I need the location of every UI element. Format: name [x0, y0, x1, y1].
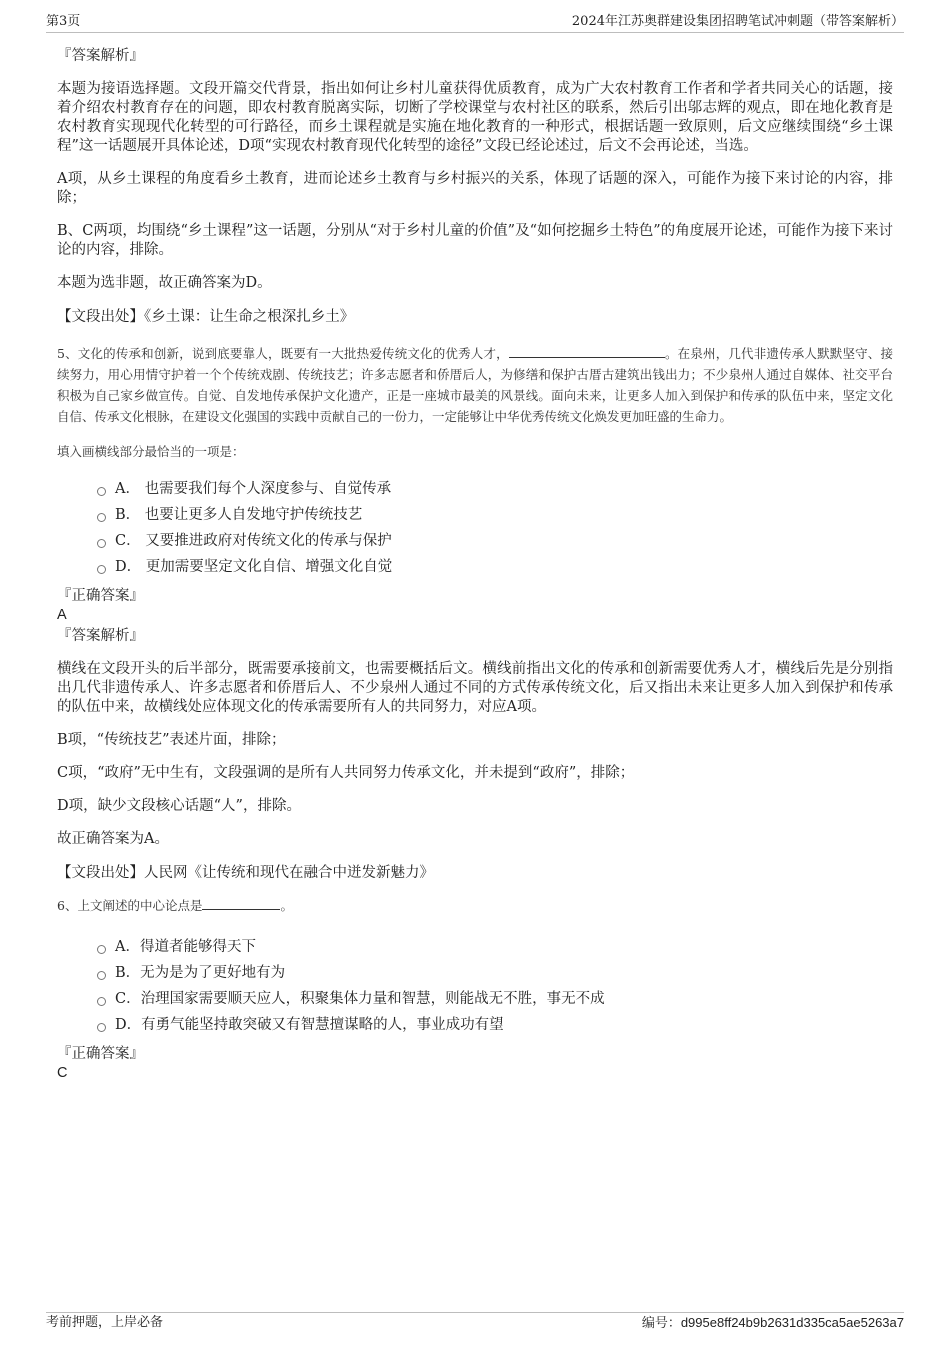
q5-option-b-text: B． 也要让更多人自发地守护传统技艺: [115, 507, 363, 523]
q5-analysis-paragraph-1: 横线在文段开头的后半部分，既需要承接前文，也需要概括后文。横线前指出文化的传承和创新需要优秀人才，横线后先是分别指出几代非遗传承人、许多志愿者和侨厝后人、不少泉州人通过不同的方式传承传统文化，后又指出未来让更多人加入到保护和传承的队伍中来，故横线处应体现文化的传承需要所有人的共同努力，对应A项。: [57, 661, 893, 715]
page-footer: [46, 1312, 904, 1333]
q5-options: [97, 476, 893, 580]
q6-option-a-text: A．得道者能够得天下: [115, 939, 256, 955]
q6-answer: C: [57, 1065, 68, 1081]
q5-option-d-text: D． 更加需要坚定文化自信、增强文化自觉: [115, 559, 393, 575]
q4-analysis-label: 『答案解析』: [57, 48, 144, 64]
q5-stem-before: 5、文化的传承和创新，说到底要靠人，既要有一大批热爱传统文化的优秀人才，: [57, 346, 509, 361]
radio-icon[interactable]: [97, 997, 106, 1006]
radio-icon[interactable]: [97, 1023, 106, 1032]
q4-analysis-paragraph-3: B、C两项，均围绕“乡土课程”这一话题，分别从“对于乡村儿童的价值”及“如何挖掘乡土特色”的角度展开论述，可能作为接下来讨论的内容，排除。: [57, 223, 893, 258]
radio-icon[interactable]: [97, 539, 106, 548]
footer-slogan: 考前押题，上岸必备: [46, 1315, 164, 1330]
radio-icon[interactable]: [97, 565, 106, 574]
document-id-label: 编号：: [641, 1316, 681, 1331]
radio-icon[interactable]: [97, 487, 106, 496]
q5-option-d[interactable]: [97, 554, 893, 580]
q6-options: [97, 934, 893, 1038]
q5-option-c-text: C． 又要推进政府对传统文化的传承与保护: [115, 533, 392, 549]
main-content: [57, 46, 893, 1082]
q5-option-c[interactable]: [97, 528, 893, 554]
q5-option-a[interactable]: [97, 476, 893, 502]
q5-analysis-paragraph-4: D项，缺少文段核心话题“人”，排除。: [57, 798, 301, 814]
q5-option-b[interactable]: [97, 502, 893, 528]
q5-analysis-paragraph-2: B项，“传统技艺”表述片面，排除；: [57, 732, 286, 748]
q4-analysis-paragraph-4: 本题为选非题，故正确答案为D。: [57, 275, 272, 291]
radio-icon[interactable]: [97, 971, 106, 980]
q6-option-d-text: D．有勇气能坚持敢突破又有智慧擅谋略的人，事业成功有望: [115, 1017, 504, 1033]
q5-analysis-label: 『答案解析』: [57, 628, 144, 644]
q6-option-c[interactable]: [97, 986, 893, 1012]
q6-option-a[interactable]: [97, 934, 893, 960]
q5-source: 【文段出处】人民网《让传统和现代在融合中迸发新魅力》: [57, 865, 434, 881]
radio-icon[interactable]: [97, 513, 106, 522]
q6-stem: [57, 895, 893, 916]
radio-icon[interactable]: [97, 945, 106, 954]
q5-stem-after: 。在泉州，几代非遗传承人默默坚守、接续努力，用心用情守护着一个个传统戏剧、传统技艺；许多志愿者和侨厝后人，为修缮和保护古厝古建筑出钱出力；不少泉州人通过自媒体、社交平台积极为自己家乡做宣传。自觉、自发地传承保护文化遗产，正是一座城市最美的风景线。面向未来，让更多人加入到保护和传承的队伍中来，坚定文化自信、传承文化根脉，在建设文化强国的实践中贡献自己的一份力，一定能够让中华优秀传统文化焕发更加旺盛的生命力。: [57, 346, 893, 424]
q5-answer-label: 『正确答案』: [57, 588, 144, 604]
document-id-value: d995e8ff24b9b2631d335ca5ae5263a7: [680, 1315, 904, 1330]
q5-option-a-text: A． 也需要我们每个人深度参与、自觉传承: [115, 481, 392, 497]
page-header: [46, 14, 904, 33]
q4-analysis-paragraph-1: 本题为接语选择题。文段开篇交代背景，指出如何让乡村儿童获得优质教育，成为广大农村教育工作者和学者共同关心的话题，接着介绍农村教育存在的问题，即农村教育脱离实际，切断了学校课堂与农村社区的联系，然后引出邬志辉的观点，即在地化教育是农村教育实现现代化转型的可行路径，而乡土课程就是实施在地化教育的一种形式，根据话题一致原则，后文应继续围绕“乡土课程”这一话题展开具体论述，D项“实现农村教育现代化转型的途径”文段已经论述过，后文不会再论述，当选。: [57, 81, 893, 154]
q6-option-c-text: C．治理国家需要顺天应人，积聚集体力量和智慧，则能战无不胜，事无不成: [115, 991, 605, 1007]
q6-stem-before: 6、上文阐述的中心论点是: [57, 898, 203, 913]
q5-analysis-paragraph-5: 故正确答案为A。: [57, 831, 169, 847]
page-number: 第3页: [46, 14, 81, 29]
q4-source: 【文段出处】《乡土课：让生命之根深扎乡土》: [57, 309, 355, 325]
q4-analysis-paragraph-2: A项，从乡土课程的角度看乡土教育，进而论述乡土教育与乡村振兴的关系，体现了话题的深入，可能作为接下来讨论的内容，排除；: [57, 171, 893, 206]
q6-blank: [202, 897, 280, 910]
q6-option-d[interactable]: [97, 1012, 893, 1038]
q6-option-b-text: B．无为是为了更好地有为: [115, 965, 286, 981]
document-id: [642, 1315, 904, 1332]
document-title: 2024年江苏奥群建设集团招聘笔试冲刺题（带答案解析）: [571, 14, 904, 29]
q5-analysis-paragraph-3: C项，“政府”无中生有，文段强调的是所有人共同努力传承文化，并未提到“政府”，排除；: [57, 765, 635, 781]
q5-stem: [57, 343, 893, 427]
q6-answer-label: 『正确答案』: [57, 1046, 144, 1062]
q6-stem-after: 。: [280, 898, 293, 913]
q5-prompt: 填入画横线部分最恰当的一项是：: [57, 444, 245, 459]
q5-blank: [509, 345, 665, 358]
q6-option-b[interactable]: [97, 960, 893, 986]
q5-answer: A: [57, 607, 67, 623]
